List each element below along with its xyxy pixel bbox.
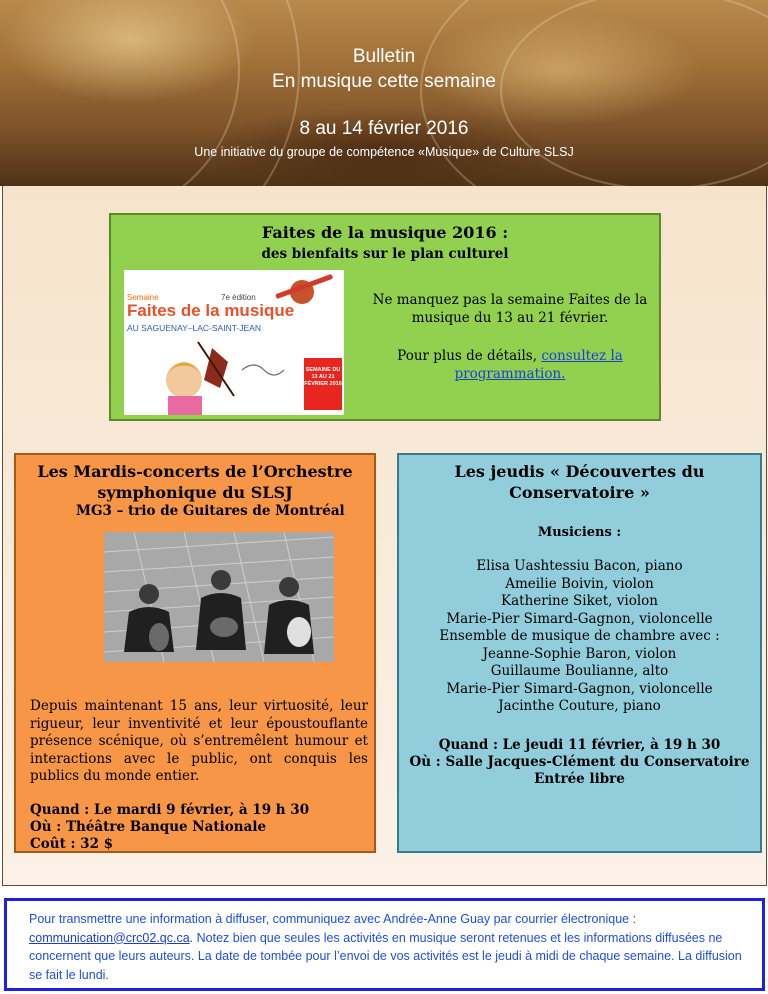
musician-item: Elisa Uashtessiu Bacon, piano — [476, 558, 683, 574]
featured-details — [366, 347, 654, 383]
poster-region: AU SAGUENAY–LAC-SAINT-JEAN — [127, 323, 261, 333]
trio-photo — [104, 532, 334, 662]
musicians-list — [399, 558, 760, 716]
musician-item: Katherine Siket, violon — [501, 593, 658, 609]
bulletin-initiative: Une initiative du groupe de compétence «Musique» de Culture SLSJ — [194, 145, 574, 159]
notice-suffix: . Notez bien que seules les activités en musique seront retenues et les informations diffusées ne concernent que leurs auteurs. La date de tombée pour l’envoi de vos activités est le jeudi à midi de chaque semaine. La diffusion se fait le lundi. — [29, 930, 742, 982]
mardis-description: Depuis maintenant 15 ans, leur virtuosité, leur rigueur, leur inventivité et leur époustouflante présence scénique, où s’entremêlent humour et interactions avec le public, ont conquis les publics du monde entier. — [30, 698, 368, 784]
musician-item: Jacinthe Couture, piano — [498, 698, 661, 714]
musician-item: Marie-Pier Simard-Gagnon, violoncelle — [446, 610, 713, 627]
jeudis-where: Où : Salle Jacques-Clément du Conservatoire — [409, 754, 750, 770]
poster-edition: 7e édition — [221, 293, 256, 302]
poster-semaine: Semaine — [127, 293, 159, 302]
jeudis-when: Quand : Le jeudi 11 février, à 19 h 30 — [438, 737, 721, 753]
bulletin-subtitle: En musique cette semaine — [272, 71, 496, 92]
mardis-subtitle: MG3 – trio de Guitares de Montréal — [76, 503, 345, 519]
mardis-when: Quand : Le mardi 9 février, à 19 h 30 — [30, 802, 310, 818]
featured-paragraph: Ne manquez pas la semaine Faites de la musique du 13 au 21 février. — [372, 292, 648, 326]
featured-title: Faites de la musique 2016 : — [261, 223, 509, 242]
featured-subtitle: des bienfaits sur le plan culturel — [261, 246, 509, 262]
trio-photo-illustration — [104, 532, 334, 662]
mardis-title: Les Mardis-concerts de l’Orchestre symphonique du SLSJ — [37, 462, 353, 502]
jeudis-entry: Entrée libre — [534, 771, 625, 787]
musician-item: Marie-Pier Simard-Gagnon, violoncelle — [446, 680, 713, 697]
mardis-where: Où : Théâtre Banque Nationale — [30, 819, 267, 835]
musician-item: Guillaume Boulianne, alto — [490, 663, 669, 679]
jeudis-event-info — [399, 737, 760, 788]
notice-prefix: Pour transmettre une information à diffuser, communiquez avec Andrée-Anne Guay par courrier électronique : — [29, 912, 637, 926]
jeudis-decouvertes-box — [397, 453, 762, 853]
mardis-cost: Coût : 32 $ — [30, 836, 114, 852]
details-text: Pour plus de détails, — [397, 348, 542, 364]
mardis-event-info — [30, 802, 309, 853]
header-banner — [0, 0, 768, 186]
musician-item: Ameilie Boivin, violon — [505, 575, 654, 592]
submission-notice — [4, 898, 765, 991]
bulletin-title: Bulletin — [352, 46, 416, 67]
featured-box — [109, 213, 661, 421]
musicians-label: Musiciens : — [537, 525, 622, 540]
poster-name: Faites de la musique — [127, 301, 295, 320]
musician-item: Ensemble de musique de chambre avec : — [439, 628, 720, 644]
mardis-concerts-box — [14, 453, 376, 853]
jeudis-title: Les jeudis « Découvertes du Conservatoire » — [454, 462, 705, 502]
poster-date-badge: SEMAINE DU 13 AU 21 FÉVRIER 2016 — [304, 358, 342, 410]
programmation-link[interactable]: consultez la programmation. — [454, 348, 623, 382]
contact-email-link[interactable]: communication@crc02.qc.ca — [29, 930, 190, 945]
faites-de-la-musique-poster — [124, 270, 344, 415]
bulletin-dates: 8 au 14 février 2016 — [299, 118, 469, 139]
musician-item: Jeanne-Sophie Baron, violon — [482, 645, 677, 662]
